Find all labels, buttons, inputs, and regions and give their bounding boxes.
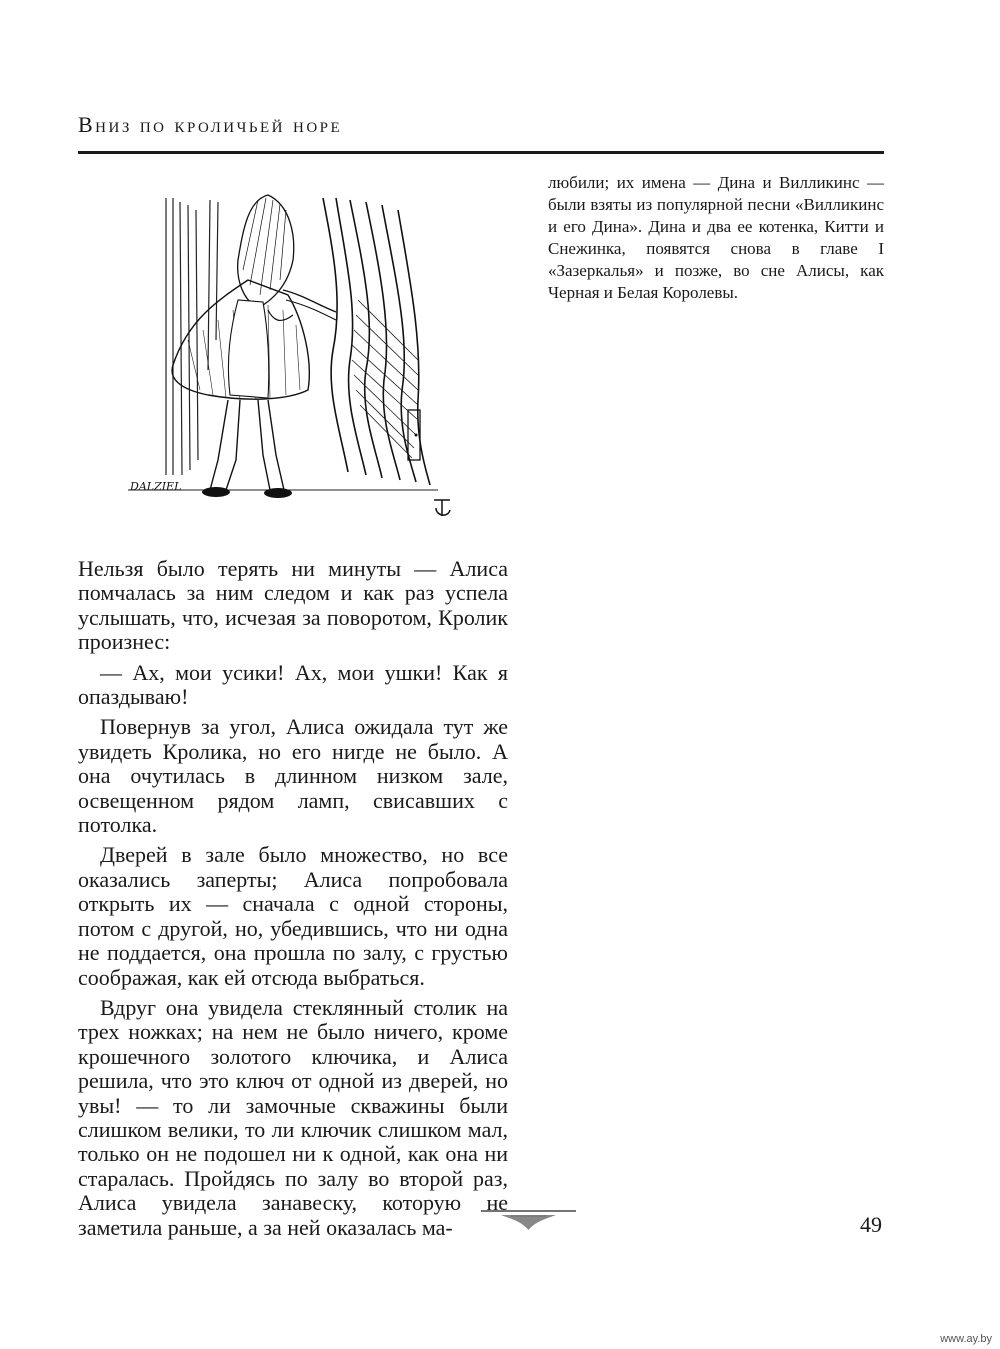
paragraph: Нельзя было терять ни минуты — Алиса помчалась за ним следом и как раз успела услышать, что, исчезая за поворотом, Кролик произнес:: [78, 556, 508, 655]
paragraph: Повернув за угол, Алиса ожидала тут же увидеть Кролика, но его нигде не было. А она очутилась в длинном низком зале, освещенном рядом ламп, свисавших с потолка.: [78, 714, 508, 838]
paragraph: Вдруг она увидела стеклянный столик на трех ножках; на нем не было ничего, кроме крошечного золотого ключика, и Алиса решила, что это ключ от одной из дверей, но увы! — то ли замочные скважины были слишком велики, то ли ключик слишком мал, только он не подошел ни к одной, как она ни старалась. Пройдясь по залу во второй раз, Алиса увидела занавеску, которую не заметила раньше, а за ней оказалась ма-: [78, 994, 508, 1240]
alice-curtain-illustration: [118, 190, 468, 525]
page-number: 49: [860, 1212, 882, 1237]
paragraph: Дверей в зале было множество, но все оказались заперты; Алиса попробовала открыть их — сначала с одной стороны, потом с другой, но, убедившись, что ни одна не поддается, она прошла по залу, с грустью соображая, как ей отсюда выбраться.: [78, 842, 508, 990]
running-head: Вниз по кроличьей норе: [78, 112, 343, 137]
side-note: любили; их имена — Дина и Вилликинс — были взяты из популярной песни «Вилликинс и его Дина». Дина и два ее котенка, Китти и Снежинка, появятся снова в главе I «Зазеркалья» и позже, во сне Алисы, как Черная и Белая Королевы.: [548, 173, 884, 302]
footer-ornament: [481, 1208, 576, 1234]
paragraph: — Ах, мои усики! Ах, мои ушки! Как я опаздываю!: [78, 659, 508, 710]
header-rule: [78, 151, 884, 154]
watermark: www.ay.by: [940, 1333, 992, 1345]
side-note-column: [548, 172, 884, 304]
svg-text:DALZIEL: DALZIEL: [130, 480, 182, 493]
main-text-column: [78, 557, 508, 1240]
